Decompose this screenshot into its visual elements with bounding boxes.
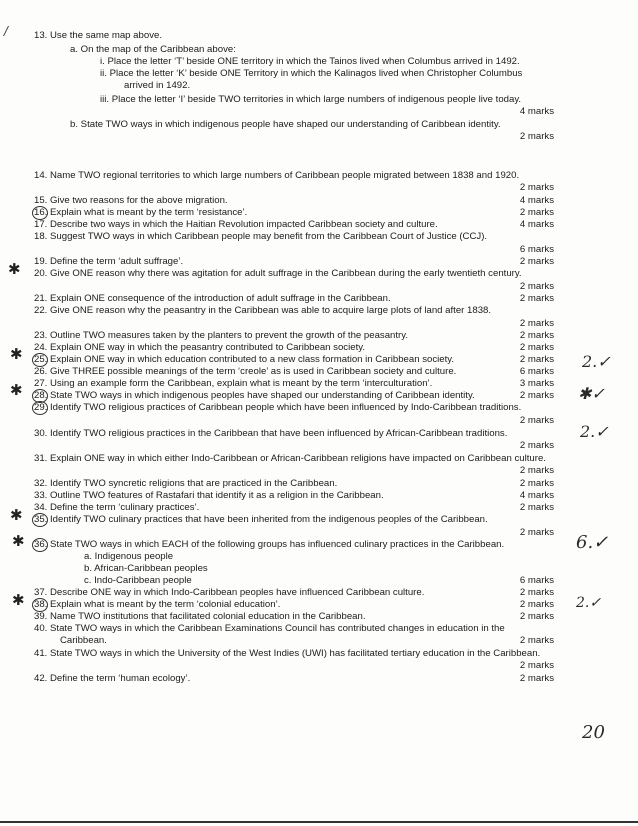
question-line: 15. Give two reasons for the above migration.	[34, 195, 228, 206]
handwritten-score: 2.✓	[582, 352, 611, 371]
question-line: 17. Describe two ways in which the Haitian Revolution impacted Caribbean society and culture.	[34, 219, 438, 230]
circle-mark	[32, 538, 48, 552]
star-icon: ✱	[10, 381, 23, 399]
star-icon: ✱	[8, 260, 21, 278]
question-line: 39. Name TWO institutions that facilitated colonial education in the Caribbean.	[34, 611, 366, 622]
marks-label: 2 marks	[519, 415, 554, 426]
question-line: 14. Name TWO regional territories to which large numbers of Caribbean people migrated between 1838 and 1920.	[34, 170, 520, 181]
marks-label: 4 marks	[519, 490, 554, 501]
marks-label: 2 marks	[519, 502, 554, 513]
handwritten-score: ✱✓	[578, 384, 605, 403]
question-line: 37. Describe ONE way in which Indo-Caribbean peoples have influenced Caribbean culture.	[34, 587, 425, 598]
marks-label: 6 marks	[519, 244, 554, 255]
marks-label: 4 marks	[519, 219, 554, 230]
marks-label: 2 marks	[519, 673, 554, 684]
question-line: iii. Place the letter ‘I’ beside TWO territories in which large numbers of indigenous people live today.	[100, 94, 522, 105]
marks-label: 2 marks	[519, 390, 554, 401]
marks-label: 2 marks	[519, 182, 554, 193]
marks-label: 2 marks	[519, 478, 554, 489]
question-line: arrived in 1492.	[124, 80, 191, 91]
question-line: 32. Identify TWO syncretic religions that are practiced in the Caribbean.	[34, 478, 338, 489]
marks-label: 2 marks	[519, 131, 554, 142]
marks-label: 6 marks	[519, 366, 554, 377]
question-line: 41. State TWO ways in which the University of the West Indies (UWI) has facilitated tertiary education in the Caribbean.	[34, 648, 541, 659]
star-icon: ✱	[12, 591, 25, 609]
question-line: 13. Use the same map above.	[34, 30, 162, 41]
circle-mark	[32, 401, 48, 415]
handwritten-score: 2.✓	[576, 595, 602, 611]
question-line: 42. Define the term ‘human ecology’.	[34, 673, 191, 684]
question-line: a. Indigenous people	[84, 551, 174, 562]
question-line: 16. Explain what is meant by the term ‘resistance’.	[34, 207, 248, 218]
marks-label: 2 marks	[519, 440, 554, 451]
question-line: 40. State TWO ways in which the Caribbean Examinations Council has contributed changes in education in the	[34, 623, 505, 634]
question-line: 19. Define the term ‘adult suffrage’.	[34, 256, 184, 267]
circle-mark	[32, 353, 48, 367]
marks-label: 2 marks	[519, 611, 554, 622]
star-icon: ✱	[12, 532, 25, 550]
question-line: 25. Explain ONE way in which education contributed to a new class formation in Caribbean society.	[34, 354, 455, 365]
question-line: 36. State TWO ways in which EACH of the following groups has influenced culinary practices in the Caribbean.	[34, 539, 505, 550]
marks-label: 2 marks	[519, 527, 554, 538]
question-line: 20. Give ONE reason why there was agitation for adult suffrage in the Caribbean during the early twentieth century.	[34, 268, 522, 279]
handwritten-score: 6.✓	[576, 532, 609, 553]
question-line: 31. Explain ONE way in which either Indo-Caribbean or African-Caribbean religions have impacted on Caribbean culture.	[34, 453, 546, 464]
marks-label: 6 marks	[519, 575, 554, 586]
question-line: 33. Outline TWO features of Rastafari that identify it as a religion in the Caribbean.	[34, 490, 384, 501]
question-line: 22. Give ONE reason why the peasantry in the Caribbean was able to acquire large plots of land after 1838.	[34, 305, 492, 316]
handwritten-score: 20	[582, 722, 605, 743]
marks-label: 3 marks	[519, 378, 554, 389]
marks-label: 2 marks	[519, 587, 554, 598]
marks-label: 2 marks	[519, 293, 554, 304]
question-line: 29. Identify TWO religious practices of Caribbean people which have been influenced by Indo-Caribbean traditions.	[34, 402, 522, 413]
question-line: a. On the map of the Caribbean above:	[70, 44, 236, 55]
question-line: 38. Explain what is meant by the term ‘colonial education’.	[34, 599, 281, 610]
marks-label: 4 marks	[519, 106, 554, 117]
marks-label: 2 marks	[519, 342, 554, 353]
question-line: i. Place the letter ‘T’ beside ONE territory in which the Tainos lived when Columbus arrived in 1492.	[100, 56, 520, 67]
marks-label: 2 marks	[519, 281, 554, 292]
marks-label: 2 marks	[519, 660, 554, 671]
question-line: b. State TWO ways in which indigenous people have shaped our understanding of Caribbean identity.	[70, 119, 501, 130]
marks-label: 2 marks	[519, 465, 554, 476]
question-line: c. Indo-Caribbean people	[84, 575, 192, 586]
question-line: 34. Define the term ‘culinary practices’.	[34, 502, 200, 513]
question-line: b. African-Caribbean peoples	[84, 563, 208, 574]
question-line: 26. Give THREE possible meanings of the term ‘creole’ as is used in Caribbean society and culture.	[34, 366, 457, 377]
question-line: 21. Explain ONE consequence of the introduction of adult suffrage in the Caribbean.	[34, 293, 391, 304]
question-line: 30. Identify TWO religious practices in the Caribbean that have been influenced by African-Caribbean traditions.	[34, 428, 508, 439]
page-bottom-edge	[0, 821, 638, 823]
marks-label: 2 marks	[519, 330, 554, 341]
question-line: Caribbean.	[60, 635, 107, 646]
question-line: 28. State TWO ways in which indigenous peoples have shaped our understanding of Caribbean identity.	[34, 390, 475, 401]
marks-label: 2 marks	[519, 354, 554, 365]
marks-label: 2 marks	[519, 635, 554, 646]
handwritten-score: 2.✓	[580, 422, 609, 441]
star-icon: ✱	[10, 506, 23, 524]
circle-mark	[32, 206, 48, 220]
question-line: 23. Outline TWO measures taken by the planters to prevent the growth of the peasantry.	[34, 330, 409, 341]
question-line: 27. Using an example form the Caribbean, explain what is meant by the term ‘interculturation’.	[34, 378, 433, 389]
marks-label: 2 marks	[519, 318, 554, 329]
marks-label: 4 marks	[519, 195, 554, 206]
marks-label: 2 marks	[519, 256, 554, 267]
question-line: ii. Place the letter ‘K’ beside ONE Territory in which the Kalinagos lived when Christopher Columbus	[100, 68, 523, 79]
marks-label: 2 marks	[519, 207, 554, 218]
marks-label: 2 marks	[519, 599, 554, 610]
question-line: 35. Identify TWO culinary practices that have been inherited from the indigenous peoples of the Caribbean.	[34, 514, 488, 525]
question-line: 24. Explain ONE way in which the peasantry contributed to Caribbean society.	[34, 342, 365, 353]
circle-mark	[32, 598, 48, 612]
circle-mark	[32, 513, 48, 527]
corner-tick-mark: /	[4, 24, 9, 38]
question-line: 18. Suggest TWO ways in which Caribbean people may benefit from the Caribbean Court of Justice (CCJ).	[34, 231, 488, 242]
star-icon: ✱	[10, 345, 23, 363]
